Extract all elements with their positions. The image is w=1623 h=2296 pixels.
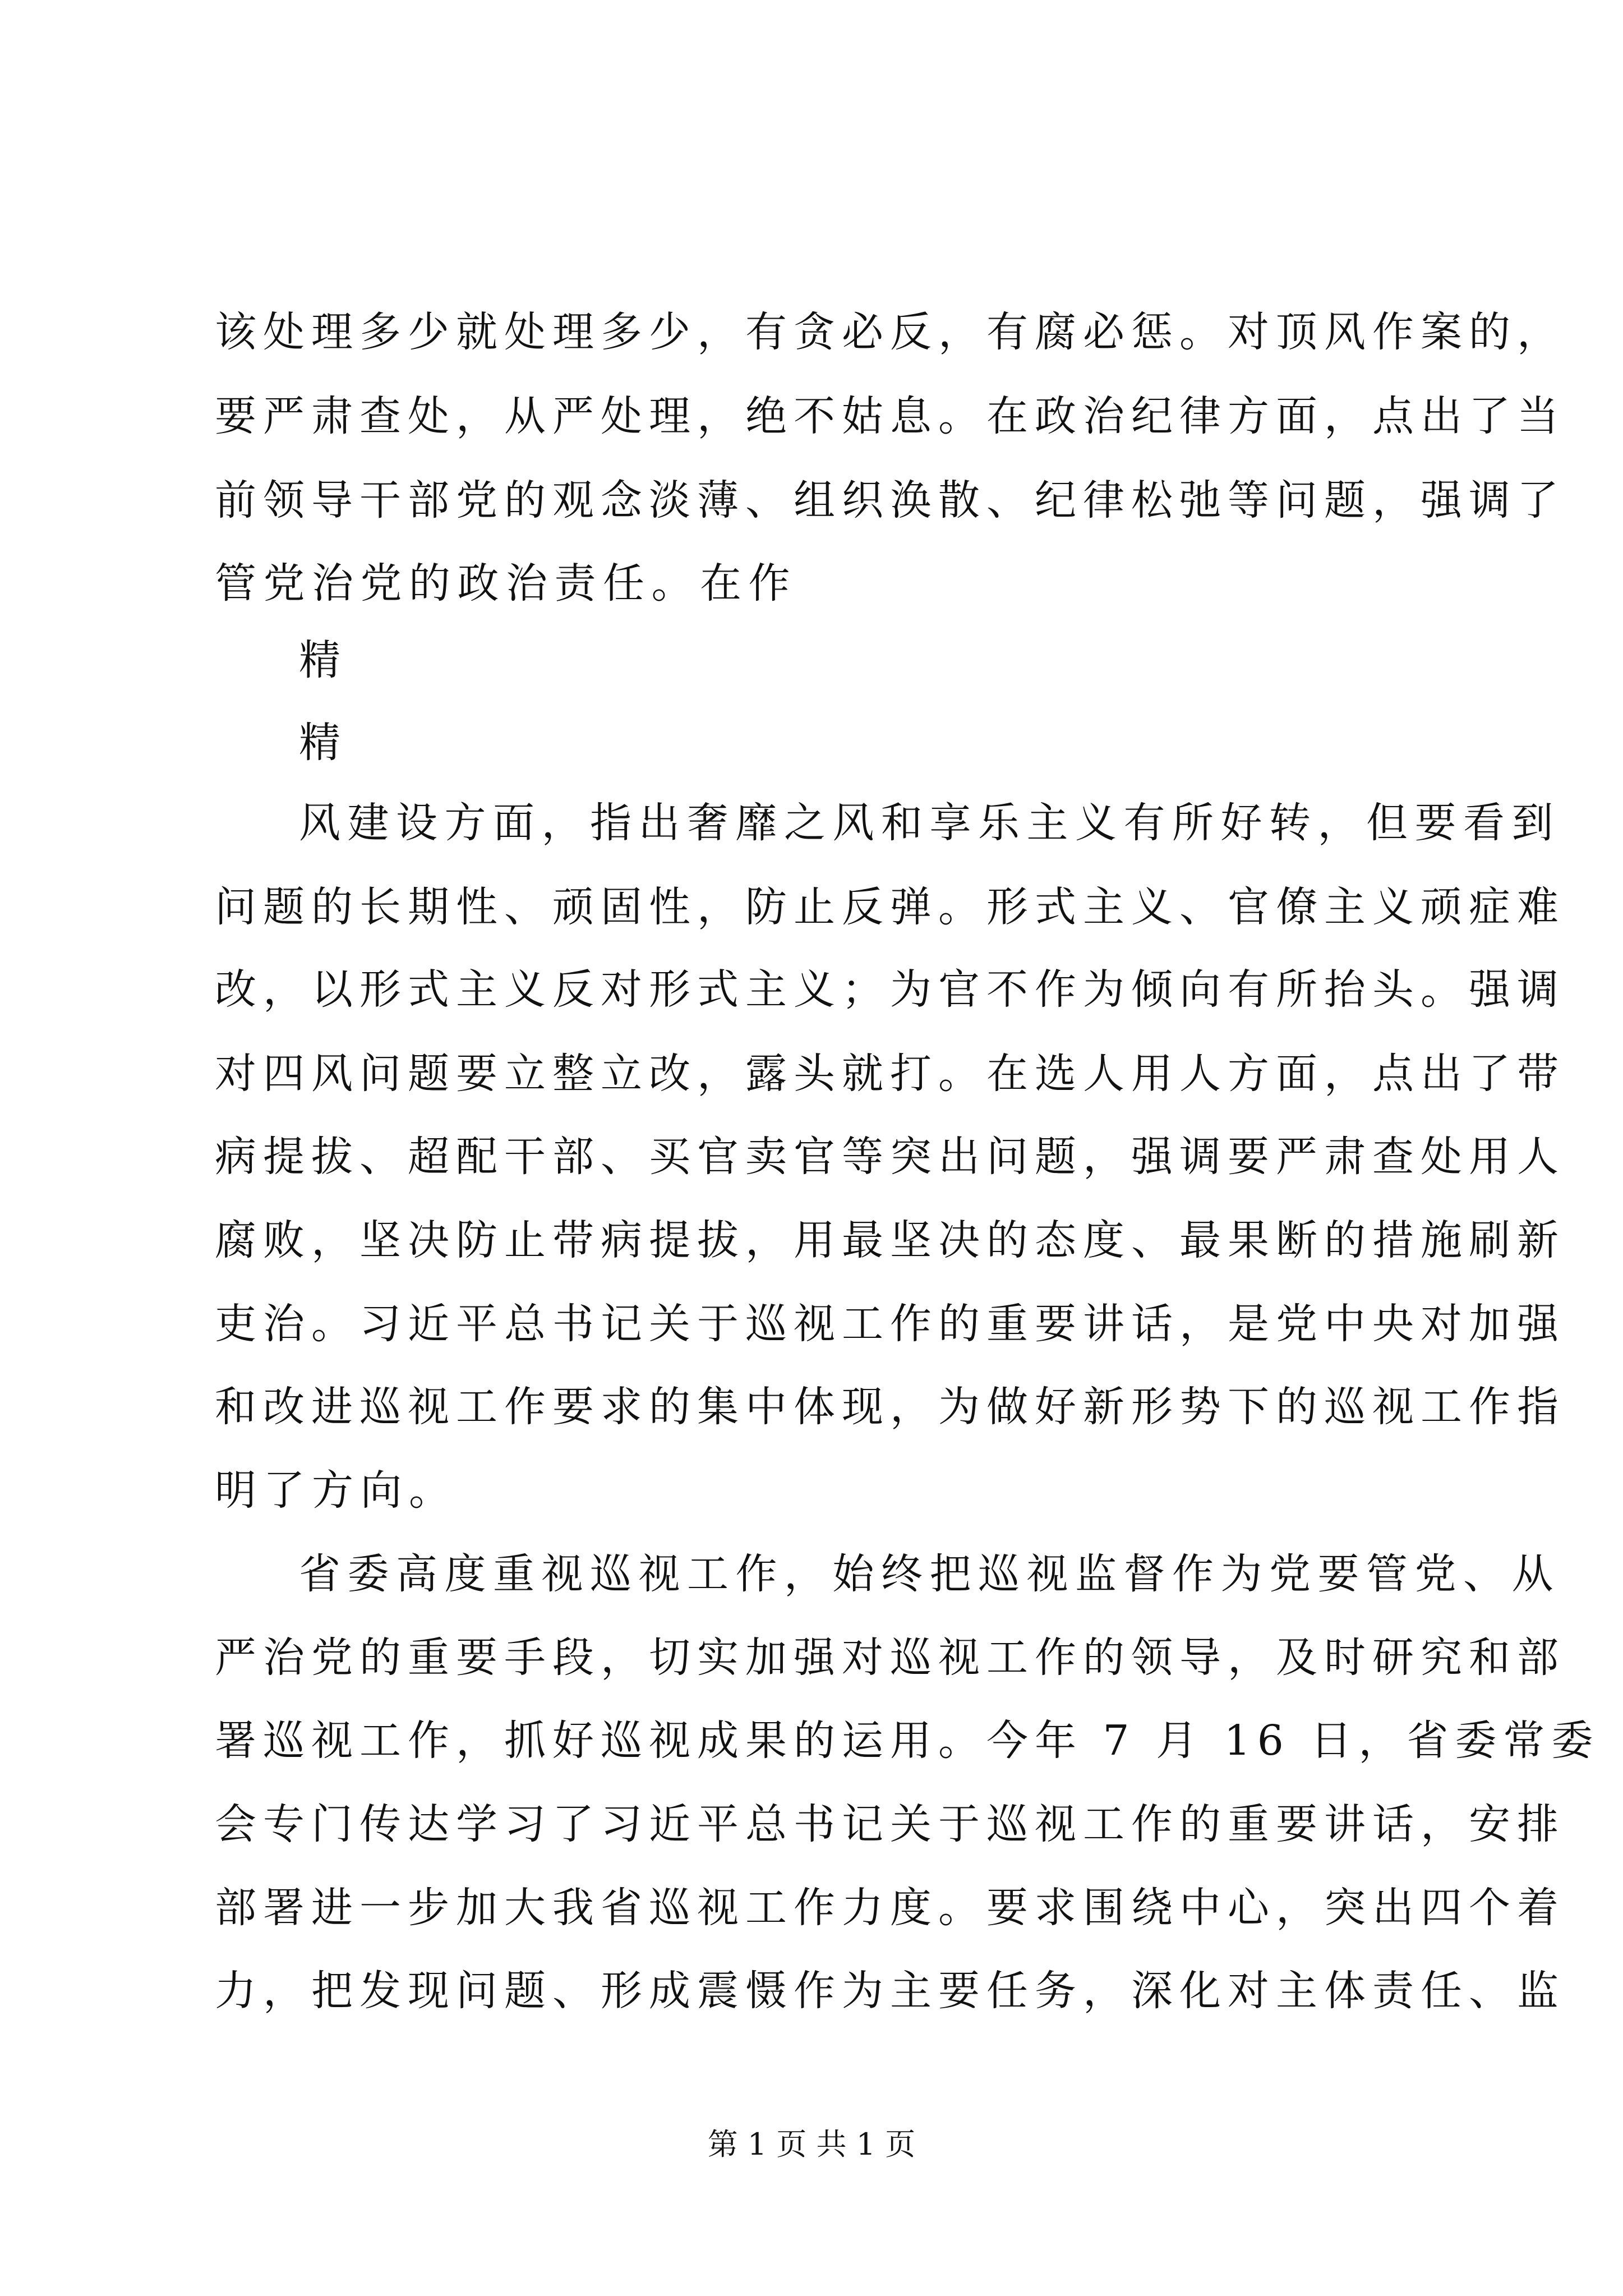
text-line: 署巡视工作，抓好巡视成果的运用。今年 7 月 16 日，省委常委 <box>215 1717 1600 1765</box>
paragraph-start-line: 风建设方面，指出奢靡之风和享乐主义有所好转，但要看到 <box>299 799 1560 847</box>
text-line: 和改进巡视工作要求的集中体现，为做好新形势下的巡视工作指 <box>215 1383 1565 1431</box>
page-footer: 第 1 页 共 1 页 <box>707 2127 916 2162</box>
paragraph-start-line: 省委高度重视巡视工作，始终把巡视监督作为党要管党、从 <box>299 1550 1560 1598</box>
text-line: 精 <box>299 719 348 767</box>
text-line: 力，把发现问题、形成震慑作为主要任务，深化对主体责任、监 <box>215 1967 1565 2015</box>
text-line: 对四风问题要立整立改，露头就打。在选人用人方面，点出了带 <box>215 1050 1565 1098</box>
text-line: 病提拔、超配干部、买官卖官等突出问题，强调要严肃查处用人 <box>215 1133 1565 1181</box>
text-line: 改，以形式主义反对形式主义；为官不作为倾向有所抬头。强调 <box>215 965 1565 1014</box>
text-line: 精 <box>299 636 348 684</box>
text-line: 该处理多少就处理多少，有贪必反，有腐必惩。对顶风作案的， <box>215 308 1565 356</box>
text-line: 腐败，坚决防止带病提拔，用最坚决的态度、最果断的措施刷新 <box>215 1216 1565 1264</box>
text-line: 严治党的重要手段，切实加强对巡视工作的领导，及时研究和部 <box>215 1634 1565 1682</box>
text-line: 要严肃查处，从严处理，绝不姑息。在政治纪律方面，点出了当 <box>215 392 1565 440</box>
text-line: 吏治。习近平总书记关于巡视工作的重要讲话，是党中央对加强 <box>215 1300 1565 1348</box>
text-line: 问题的长期性、顽固性，防止反弹。形式主义、官僚主义顽症难 <box>215 883 1565 931</box>
text-line: 会专门传达学习了习近平总书记关于巡视工作的重要讲话，安排 <box>215 1800 1565 1848</box>
text-line: 部署进一步加大我省巡视工作力度。要求围绕中心，突出四个着 <box>215 1884 1565 1932</box>
text-line: 管党治党的政治责任。在作 <box>215 559 797 608</box>
text-line: 明了方向。 <box>215 1466 458 1515</box>
text-line: 前领导干部党的观念淡薄、组织涣散、纪律松弛等问题，强调了 <box>215 476 1565 524</box>
